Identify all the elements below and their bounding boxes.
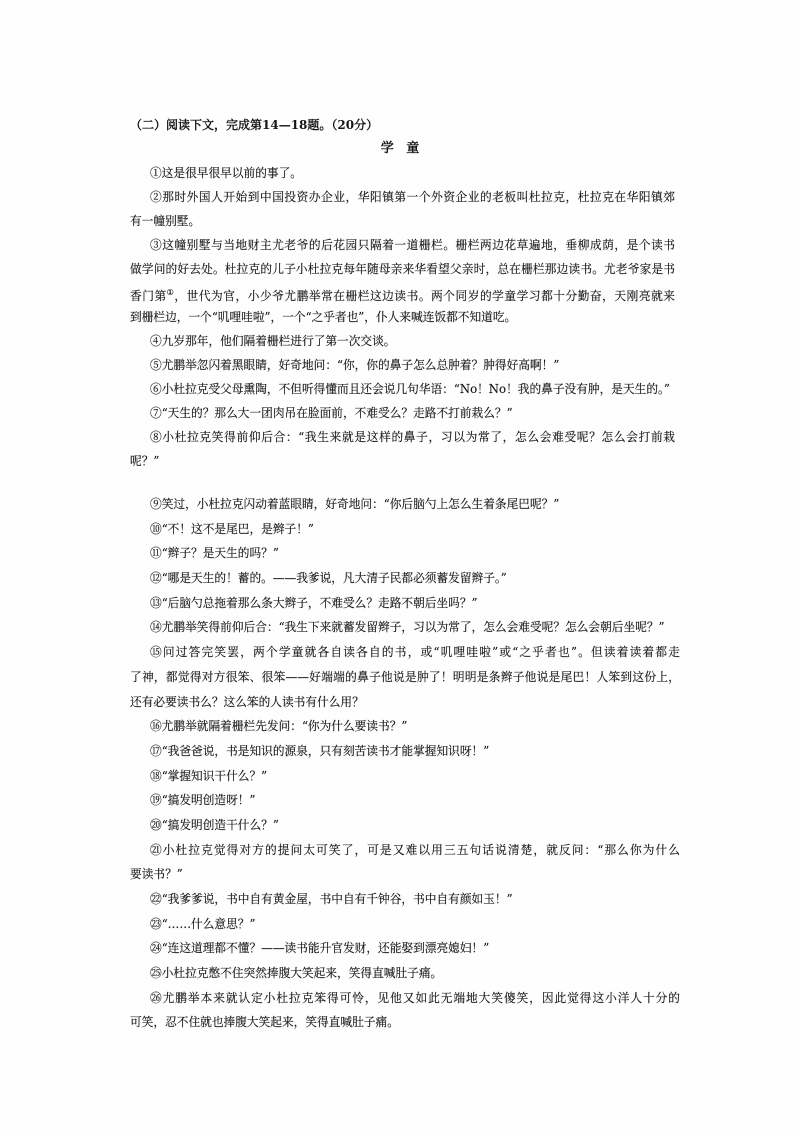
paragraph-line <box>130 281 675 305</box>
paragraph-line: ⑧小杜拉克笑得前仰后合：“我生来就是这样的鼻子，习以为常了，怎么会难受呢？怎么会打前栽 <box>150 430 675 444</box>
paragraph-5 <box>130 353 675 377</box>
paragraph-25 <box>130 961 680 986</box>
paragraph-line: ③这幢别墅与当地财主尤老爷的后花园只隔着一道栅栏。栅栏两边花草遍地，垂柳成荫，是个读书 <box>150 238 675 252</box>
paragraph-3 <box>130 233 675 329</box>
passage-section-2 <box>130 492 680 1035</box>
paragraph-line: ⑮问过答完笑罢，两个学童就各自读各自的书，或“叽哩哇啦”或“之乎者也”。但读着读着都走 <box>150 645 680 660</box>
passage-section-1 <box>130 161 675 473</box>
paragraph-line: ⑨笑过，小杜拉克闪动着蓝眼睛，好奇地问：“你后脑勺上怎么生着条尾巴呢？” <box>150 497 560 511</box>
paragraph-line: 到栅栏边，一个“叽哩哇啦”，一个“之乎者也”，仆人来喊连饭都不知道吃。 <box>130 310 517 324</box>
paragraph-line: ㉔“连这道理都不懂？——读书能升官发财，还能娶到漂亮媳妇！” <box>150 941 490 956</box>
paragraph-line: 要读书？” <box>130 867 183 882</box>
paragraph-line: ⑲“搞发明创造呀！” <box>150 793 256 808</box>
paragraph-16 <box>130 714 680 739</box>
paragraph-4 <box>130 329 675 353</box>
paragraph-26 <box>130 986 680 1035</box>
paragraph-21 <box>130 838 680 887</box>
paragraph-line: 还有必要读书么？这么笨的人读书有什么用？ <box>130 694 364 709</box>
paragraph-line: ④九岁那年，他们隔着栅栏进行了第一次交谈。 <box>150 334 396 348</box>
paragraph-15 <box>130 640 680 714</box>
paragraph-line: ②那时外国人开始到中国投资办企业，华阳镇第一个外资企业的老板叫杜拉克，杜拉克在华阳镇郊 <box>150 190 675 204</box>
paragraph-line: ㉖尤鹏举本来就认定小杜拉克笨得可怜，见他又如此无端地大笑傻笑，因此觉得这小洋人十分的 <box>150 990 680 1005</box>
paragraph-9 <box>130 492 680 517</box>
paragraph-7 <box>130 401 675 425</box>
paragraph-line: 有一幢别墅。 <box>130 214 201 228</box>
paragraph-line: ㉓“……什么意思？” <box>150 916 256 931</box>
paragraph-14 <box>130 615 680 640</box>
paragraph-13 <box>130 591 680 616</box>
paragraph-line: ⑬“后脑勺总拖着那么条大辫子，不难受么？走路不朝后坐吗？” <box>150 595 478 610</box>
paragraph-line: ㉕小杜拉克憋不住突然捧腹大笑起来，笑得直喊肚子痛。 <box>150 966 443 981</box>
paragraph-6 <box>130 377 675 401</box>
line-text: ，世代为官，小少爷尤鹏举常在栅栏这边读书。两个同岁的学童学习都十分勤奋，天刚亮就来 <box>174 289 675 303</box>
paragraph-12 <box>130 566 680 591</box>
paragraph-2 <box>130 185 675 233</box>
paragraph-line: 可笑，忍不住就也捧腹大笑起来，笑得直喊肚子痛。 <box>130 1015 399 1030</box>
paragraph-18 <box>130 764 680 789</box>
paragraph-line: ⑭尤鹏举笑得前仰后合：“我生下来就蓄发留辫子，习以为常了，怎么会难受呢？怎么会朝后坐呢？” <box>150 620 665 635</box>
footnote-marker: ① <box>166 288 175 297</box>
paragraph-line: ㉒“我爹爹说，书中自有黄金屋，书中自有千钟谷，书中自有颜如玉！” <box>150 892 513 906</box>
paragraph-17 <box>130 739 680 764</box>
paragraph-line: ㉑小杜拉克觉得对方的提问太可笑了，可是又难以用三五句话说清楚，就反问：“那么你为什么 <box>150 842 680 857</box>
paragraph-line: ⑦“天生的？那么大一团肉吊在脸面前，不难受么？走路不打前栽么？” <box>150 406 513 420</box>
paragraph-24 <box>130 936 680 961</box>
paragraph-8 <box>130 425 675 473</box>
paragraph-line: ⑳“搞发明创造干什么？” <box>150 817 279 832</box>
paragraph-line: ⑯尤鹏举就隔着栅栏先发问：“你为什么要读书？” <box>150 719 408 734</box>
paragraph-line: ①这是很早很早以前的事了。 <box>150 166 302 180</box>
paragraph-1 <box>130 161 675 185</box>
paragraph-line: ⑱“掌握知识干什么？” <box>150 768 268 783</box>
paragraph-line: ⑤尤鹏举忽闪着黑眼睛，好奇地问：“你，你的鼻子怎么总肿着？肿得好高啊！” <box>150 358 560 372</box>
paragraph-23 <box>130 912 680 937</box>
paragraph-11 <box>130 541 680 566</box>
paragraph-10 <box>130 517 680 542</box>
paragraph-line: 了神，都觉得对方很笨、很笨——好端端的鼻子他说是肿了！明明是条辫子他说是尾巴！人笨到这份上， <box>130 669 680 684</box>
passage-title: 学 童 <box>380 141 424 156</box>
paragraph-line: ⑥小杜拉克受父母熏陶，不但听得懂而且还会说几句华语：“No！No！我的鼻子没有肿，是天生的。” <box>150 382 670 396</box>
question-instruction: （二）阅读下文，完成第14—18题。（20分） <box>130 118 379 132</box>
paragraph-22 <box>130 887 680 912</box>
paragraph-20 <box>130 813 680 838</box>
paragraph-line: ⑩“不！这不是尾巴，是辫子！” <box>150 521 314 536</box>
paragraph-line: 呢？” <box>130 454 160 468</box>
paragraph-line: ⑫“哪是天生的！蓄的。——我爹说，凡大清子民都必须蓄发留辫子。” <box>150 571 507 586</box>
paragraph-line: 做学问的好去处。杜拉克的儿子小杜拉克每年随母亲来华看望父亲时，总在栅栏那边读书。尤老爷家是书 <box>130 262 675 276</box>
paragraph-19 <box>130 788 680 813</box>
paragraph-line: ⑰“我爸爸说，书是知识的源泉，只有刻苦读书才能掌握知识呀！” <box>150 743 490 758</box>
paragraph-line: ⑪“辫子？是天生的吗？” <box>150 546 279 561</box>
line-text: 香门第 <box>130 289 167 303</box>
